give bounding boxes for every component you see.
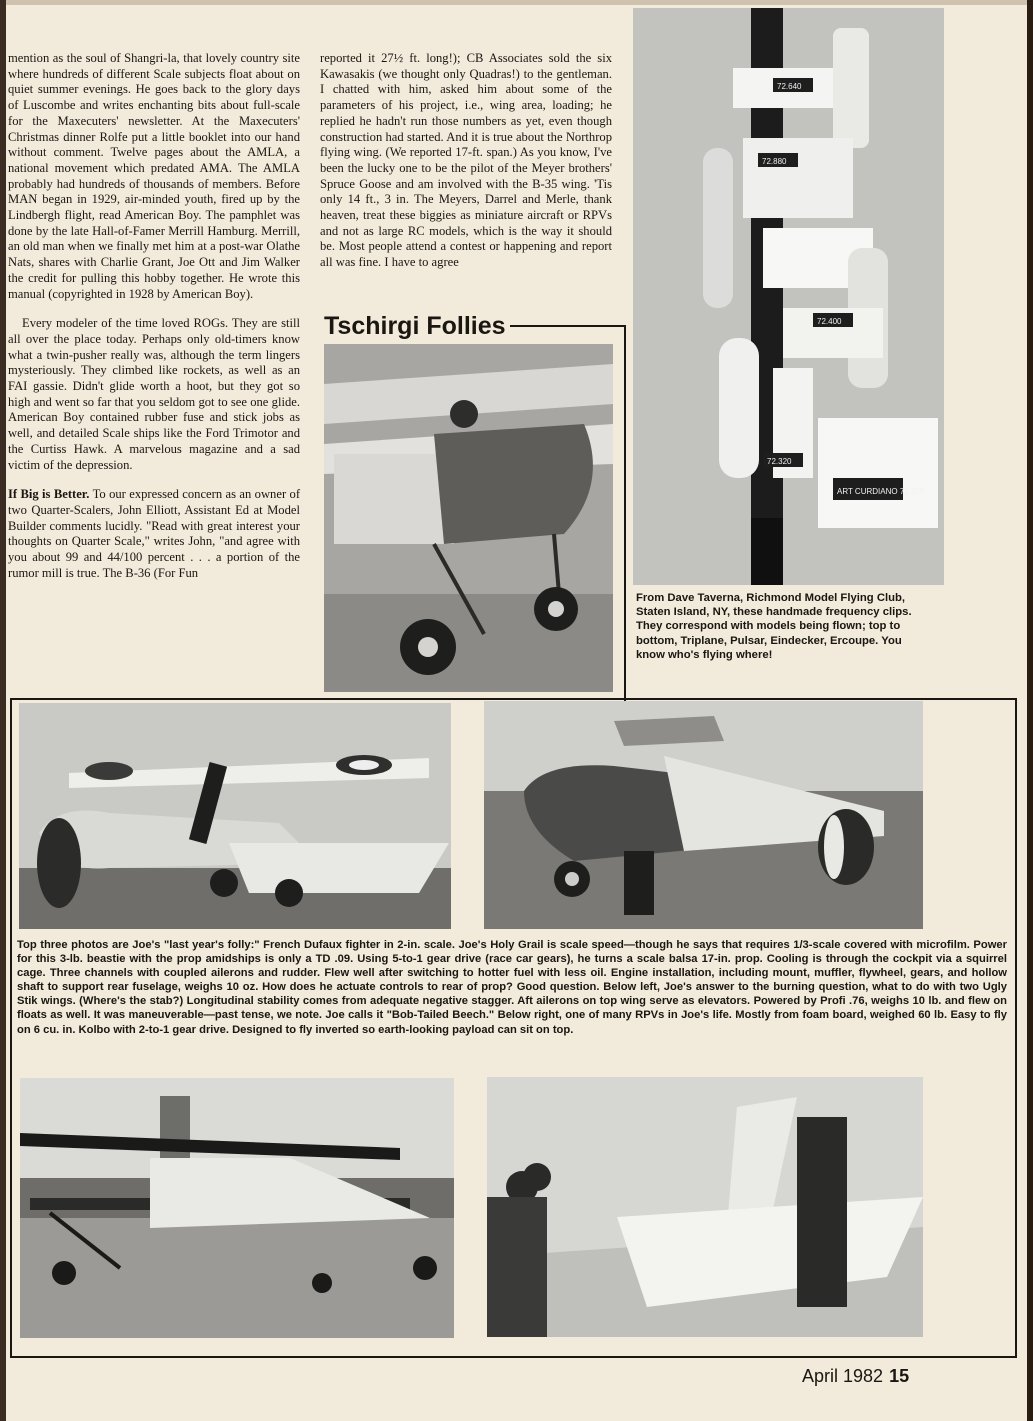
scan-edge-right — [1027, 0, 1033, 1421]
issue-date: April 1982 — [802, 1366, 884, 1386]
biplane-cockpit-photo — [324, 344, 613, 692]
clip-label: 72.320 — [767, 457, 792, 466]
page-footer — [802, 1366, 909, 1387]
scan-edge-top — [0, 0, 1033, 5]
subhead: If Big is Better. — [8, 487, 90, 502]
frequency-clips-caption: From Dave Taverna, Richmond Model Flying Club, Staten Island, NY, these handmade frequency clips. They correspond with models being flown; top to bottom, Triplane, Pulsar, Eindecker, Ercoupe. You know who's flying where! — [636, 592, 912, 661]
clip-label: ART CURDIANO 72.320 — [837, 487, 925, 496]
section-title: Tschirgi Follies — [322, 313, 510, 339]
paragraph-text: To our expressed concern as an owner of two Quarter-Scalers, John Elliott, Assistant Ed at Model Builder comments lucidly. "Read with great interest your thoughts on Quarter Scale," writes John, "and agree with you about 99 and 44/100 percent . . . a portion of the rumor mill is true. The B-36 (For Fun — [8, 487, 301, 580]
frequency-clips-photo — [633, 8, 944, 585]
paragraph: Every modeler of the time loved ROGs. They are still all over the place today. Perhaps only old-timers know what a twin-pusher really was, although the term lingers mysteriously. They climbed like rockets, as well as an FAI gassie. Didn't glide worth a hoot, but they got so high and went so far that you seldom got to see one glide. American Boy contained rubber fuse and stick jobs as well, and detailed Scale ships like the Ford Trimotor and the Curtiss Hawk. A marvelous magazine and a sad victim of the depression. — [8, 316, 300, 472]
dufaux-fighter-photo-left — [19, 703, 451, 929]
paragraph: mention as the soul of Shangri-la, that lovely country site where hundreds of different Scale subjects float about on quiet summer evenings. He goes back to the glory days of Luscombe and writes enchanting bits about full-scale for the Maxecuters' newsletter. At the Maxecuters' Christmas dinner Rolfe put a little booklet into our hand without comment. Twelve pages about the AMLA, a national movement which predated AMA. The AMLA probably had hundreds of thousands of members. Before MAN began in 1929, air-minded youth, fired up by the Lindbergh flight, read American Boy. The pamphlet was done by the late Hall-of-Famer Merrill Hamburg. Merrill, an old man when we finally met him at a post-war Olathe Nats, shares with Charlie Grant, Joe Ott and Jim Walker the credit for pulling this hobby together. He wrote this manual (copyrighted in 1928 by American Boy). — [8, 51, 300, 301]
paragraph — [8, 487, 300, 581]
paragraph: reported it 27½ ft. long!); CB Associates sold the six Kawasakis (we thought only Quadras!) to the gentleman. I chatted with him, asked him about some of the parameters of his project, i.e., wing area, loading; he replied he hadn't run those numbers as yet, even though construction had started. And it is true about the Northrop flying wing. (We reported 17-ft. span.) As you know, I've been the lucky one to be the pilot of the Meyer brothers' Spruce Goose and am involved with the B-35 wing. 'Tis only 14 ft., 3 in. The Meyers, Darrel and Merle, thank heaven, treat these biggies as miniature aircraft or RPVs and not as large RC models, which is the way it should be. Most people attend a contest or happening and report all was fine. I have to agree — [320, 51, 612, 270]
text-column-left — [8, 51, 300, 596]
clip-label: 72.400 — [817, 317, 842, 326]
page-number: 15 — [889, 1366, 910, 1386]
dufaux-fighter-photo-right — [484, 701, 923, 929]
photo-spread-caption: Top three photos are Joe's "last year's folly:" French Dufaux fighter in 2-in. scale. Joe's Holy Grail is scale speed—though he says that requires 1/3-scale covered with microfilm. Power for this 3-lb. beastie with the prop amidships is only a TD .09. Using 5-to-1 gear drive (race car gears), he turns a scale balsa 17-in. prop. Cooling is through the cockpit via a squirrel cage. Three channels with coupled ailerons and rudder. Flew well after switching to hotter fuel with less oil. Engine installation, including mount, muffler, flywheel, gears, and hollow shaft to support rear fuselage, weighs 10 oz. How does he actuate controls to rear of prop? Good question. Below left, Joe's answer to the burning question, what to do with two Ugly Stik wings. (Where's the stab?) Longitudinal stability comes from adequate negative stagger. Aft ailerons on top wing serve as elevators. Powered by Profi .76, weighs 10 lb. and flew on floats as well. It was maneuverable—past tense, we note. Joe calls it "Bob-Tailed Beech." Below right, one of many RPVs in Joe's life. Mostly from foam board, weighed 60 lb. Easy to fly on 6 cu. in. Kolbo with 2-to-1 gear drive. Designed to fly inverted so earth-looking payload can sit on top. — [17, 939, 1007, 1036]
clip-label: 72.640 — [777, 82, 802, 91]
text-column-middle — [320, 51, 612, 285]
bob-tailed-beech-photo — [20, 1078, 454, 1338]
scan-edge-left — [0, 0, 6, 1421]
clip-label: 72.880 — [762, 157, 787, 166]
rpv-foam-board-photo — [487, 1077, 923, 1337]
